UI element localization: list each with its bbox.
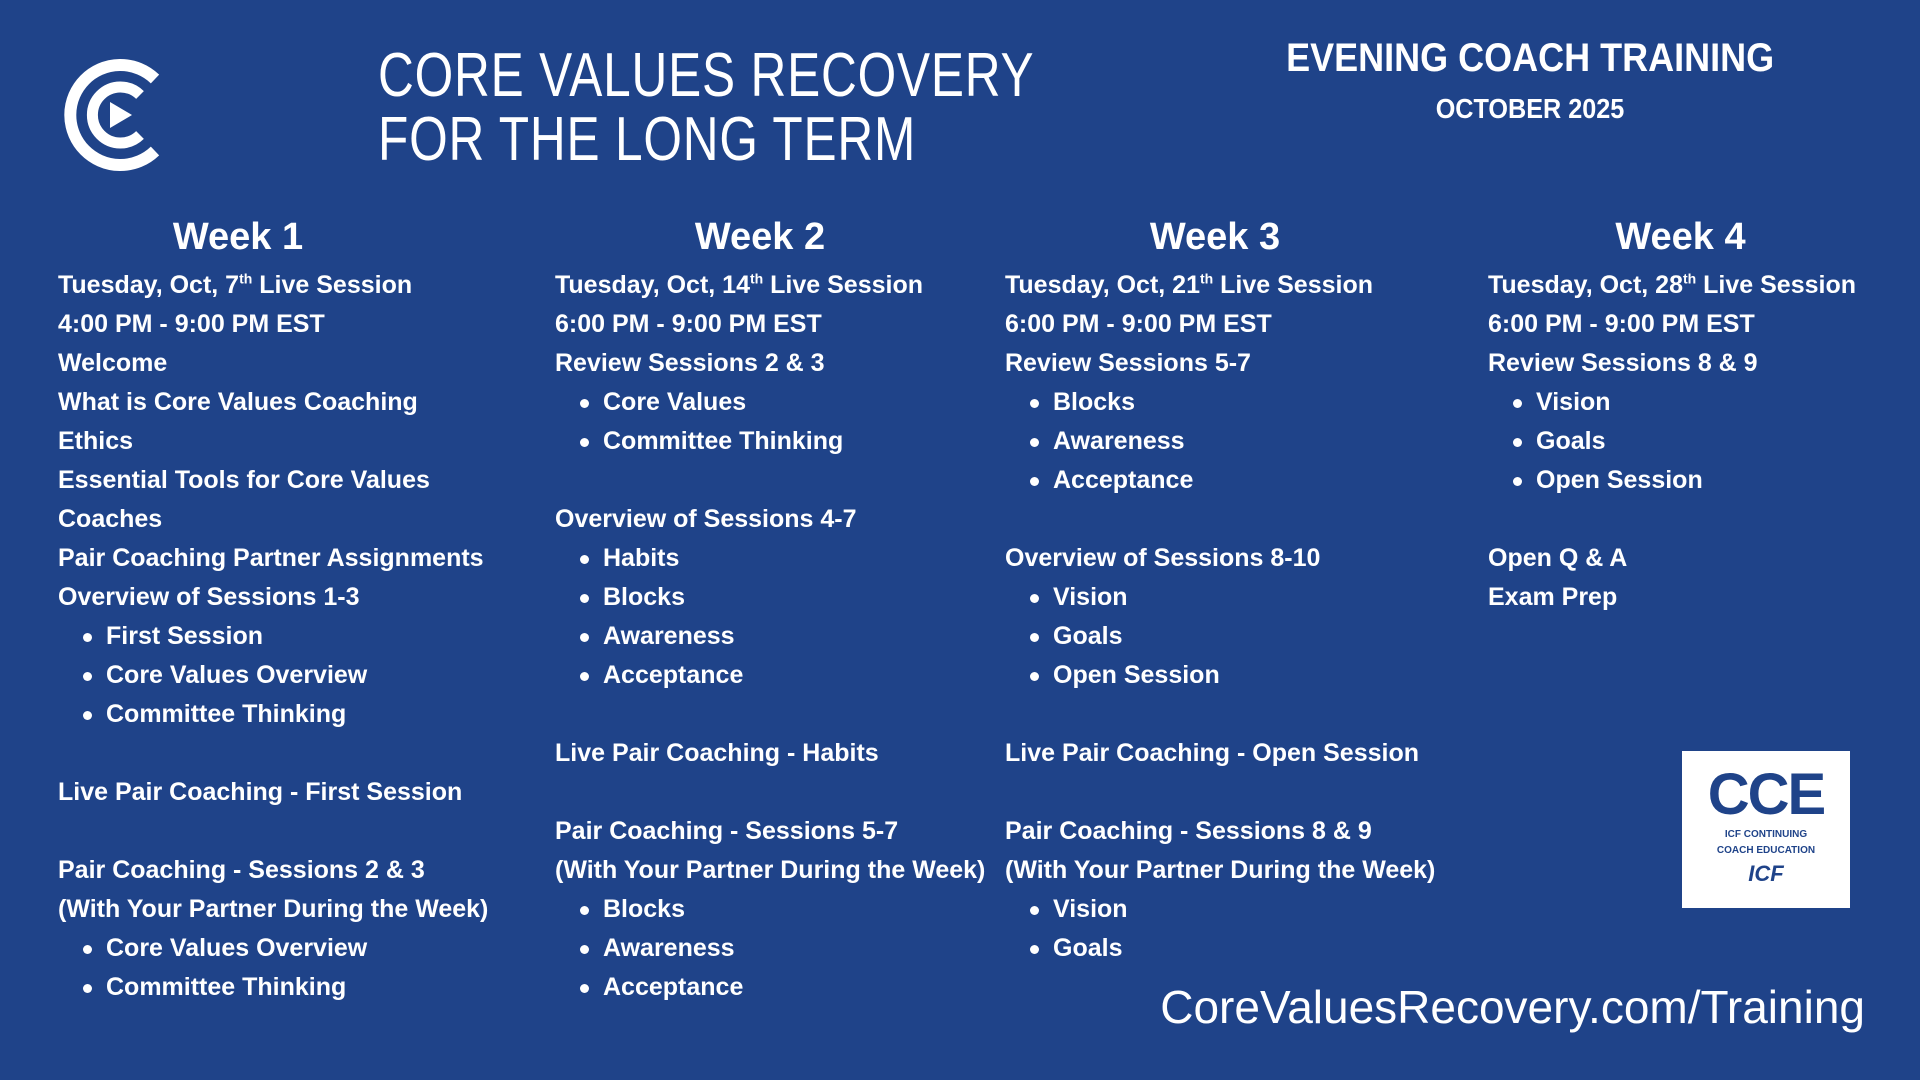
list-item: Committee Thinking [603, 422, 975, 461]
icf-logo: ICF [1748, 861, 1784, 886]
week-heading: Week 4 [1615, 216, 1746, 258]
list-item: Core Values Overview [106, 929, 478, 968]
session-time: 6:00 PM - 9:00 PM EST [1488, 310, 1755, 338]
overview-sessions: Overview of Sessions 8-10 [1005, 544, 1321, 572]
bullet-list [555, 539, 975, 695]
review-sessions: Review Sessions 5-7 [1005, 349, 1251, 377]
agenda-item: Ethics [58, 427, 134, 455]
agenda-item: What is Core Values Coaching [58, 388, 418, 416]
session-date: Tuesday, Oct, 28th Live Session [1488, 270, 1857, 299]
cce-letters: CCE [1707, 762, 1825, 827]
session-time: 6:00 PM - 9:00 PM EST [1005, 310, 1272, 338]
session-date: Tuesday, Oct, 21th Live Session [1005, 270, 1374, 299]
list-item: Open Session [1536, 461, 1888, 500]
list-item: Goals [1053, 617, 1425, 656]
list-item: First Session [106, 617, 478, 656]
bullet-list [1488, 383, 1888, 500]
week-2-column [555, 212, 986, 1007]
bullet-list [58, 929, 478, 1007]
list-item: Blocks [603, 578, 975, 617]
event-title: EVENING COACH TRAINING [1285, 36, 1775, 80]
exam-prep: Exam Prep [1488, 583, 1618, 611]
list-item: Open Session [1053, 656, 1425, 695]
list-item: Goals [1536, 422, 1888, 461]
bullet-list [555, 383, 975, 461]
list-item: Awareness [1053, 422, 1425, 461]
week-heading: Week 1 [172, 216, 304, 258]
open-qa: Open Q & A [1488, 544, 1628, 572]
bullet-list [1005, 578, 1425, 695]
event-month: OCTOBER 2025 [1435, 93, 1625, 124]
bullet-list [1005, 890, 1425, 968]
bullet-list [58, 617, 478, 734]
pair-coaching-note: (With Your Partner During the Week) [1005, 856, 1436, 884]
pair-coaching-title: Pair Coaching - Sessions 8 & 9 [1005, 817, 1372, 845]
live-pair-coaching: Live Pair Coaching - First Session [58, 778, 463, 806]
list-item: Awareness [603, 929, 975, 968]
review-sessions: Review Sessions 2 & 3 [555, 349, 825, 377]
pair-coaching-title: Pair Coaching - Sessions 2 & 3 [58, 856, 425, 884]
agenda-item: Coaches [58, 505, 163, 533]
list-item: Core Values Overview [106, 656, 478, 695]
list-item: Vision [1053, 578, 1425, 617]
list-item: Goals [1053, 929, 1425, 968]
list-item: Committee Thinking [106, 968, 478, 1007]
week-3-column [1005, 212, 1436, 968]
footer-url[interactable]: CoreValuesRecovery.com/Training [1160, 981, 1865, 1033]
event-block [1230, 36, 1830, 125]
session-date: Tuesday, Oct, 7th Live Session [58, 270, 413, 299]
bullet-list [555, 890, 975, 1007]
list-item: Acceptance [603, 656, 975, 695]
brand-title [378, 41, 1035, 174]
cce-sub-line1: ICF CONTINUING [1724, 829, 1808, 840]
list-item: Acceptance [1053, 461, 1425, 500]
live-pair-coaching: Live Pair Coaching - Open Session [1005, 739, 1419, 767]
brand-title-line1: CORE VALUES RECOVERY [378, 41, 1035, 110]
list-item: Blocks [1053, 383, 1425, 422]
list-item: Committee Thinking [106, 695, 478, 734]
session-time: 6:00 PM - 9:00 PM EST [555, 310, 822, 338]
pair-coaching-note: (With Your Partner During the Week) [555, 856, 986, 884]
list-item: Vision [1536, 383, 1888, 422]
list-item: Habits [603, 539, 975, 578]
pair-coaching-title: Pair Coaching - Sessions 5-7 [555, 817, 899, 845]
list-item: Awareness [603, 617, 975, 656]
agenda-item: Essential Tools for Core Values [58, 466, 430, 494]
pair-coaching-note: (With Your Partner During the Week) [58, 895, 489, 923]
session-time: 4:00 PM - 9:00 PM EST [58, 310, 325, 338]
list-item: Blocks [603, 890, 975, 929]
list-item: Vision [1053, 890, 1425, 929]
week-heading: Week 2 [694, 216, 826, 258]
week-heading: Week 3 [1149, 216, 1281, 258]
agenda-item: Welcome [58, 349, 168, 377]
agenda-item: Pair Coaching Partner Assignments [58, 544, 484, 572]
brand-title-line2: FOR THE LONG TERM [378, 105, 917, 174]
session-date: Tuesday, Oct, 14th Live Session [555, 270, 924, 299]
week-1-column [58, 212, 489, 1007]
agenda-item: Overview of Sessions 1-3 [58, 583, 360, 611]
cce-sub-line2: COACH EDUCATION [1716, 845, 1816, 856]
review-sessions: Review Sessions 8 & 9 [1488, 349, 1758, 377]
list-item: Acceptance [603, 968, 975, 1007]
week-4-column [1488, 212, 1888, 617]
core-values-logo-icon [60, 55, 180, 175]
live-pair-coaching: Live Pair Coaching - Habits [555, 739, 879, 767]
list-item: Core Values [603, 383, 975, 422]
overview-sessions: Overview of Sessions 4-7 [555, 505, 857, 533]
bullet-list [1005, 383, 1425, 500]
cce-badge [1682, 751, 1850, 908]
